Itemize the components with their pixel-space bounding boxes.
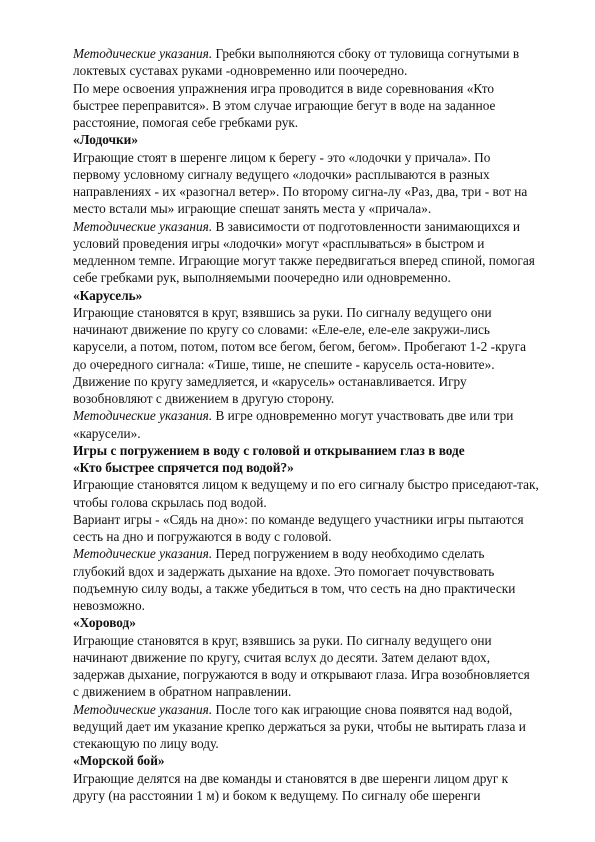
line-text: По мере освоения упражнения игра проводится в виде соревнования «Кто [73,80,495,96]
text-line [73,770,553,787]
text-line [73,528,553,545]
text-line [73,787,553,804]
section-heading [73,287,553,304]
line-text: расстояние, помогая себе гребками рук. [73,115,299,130]
line-text: начинают движение по кругу, считая вслух до десяти. Затем делают вдох, [73,649,491,665]
text-line [73,166,553,183]
section-heading [73,752,553,769]
text-line [73,235,553,252]
line-text: Гребки выполняются сбоку от туловища согнутыми в [212,46,520,61]
line-text: Вариант игры - «Сядь на дно»: по команде ведущего участники игры пытаются [73,511,524,527]
line-text: ведущий дает им указание крепко держаться за руки, чтобы не вытирать глаза и [73,718,526,734]
line-text: Играющие стоят в шеренге лицом к берегу - это «лодочки у причала». По [73,149,491,165]
heading-text: «Карусель» [73,287,143,303]
paragraph [73,545,553,614]
line-text: глубокий вдох и задержать дыхание на вдохе. Это помогает почувствовать [73,563,495,579]
section-heading [73,614,553,631]
text-line [73,407,553,424]
line-text: локтевых суставах руками -одновременно или поочередно. [73,63,408,79]
line-text: В зависимости от подготовленности занимающихся и [212,218,521,234]
text-line [73,62,553,79]
line-text: быстрее переправится». В этом случае играющие бегут в воде на заданное [73,97,496,113]
text-line [73,218,553,235]
paragraph [73,407,553,442]
line-text: начинают движение по кругу со словами: «Еле-еле, еле-еле закружи-лись [73,322,490,337]
text-line [73,683,553,700]
line-text: Играющие делятся на две команды и становятся в две шеренги лицом друг к [73,770,509,786]
method-note-label: Методические указания. [73,546,213,562]
line-text: Перед погружением в воду необходимо сделать [212,546,485,562]
line-text: Играющие становятся в круг, взявшись за руки. По сигналу ведущего они [73,632,492,648]
section-heading [73,459,553,476]
text-line [73,356,553,373]
text-line [73,321,553,338]
paragraph [73,476,553,511]
heading-text: «Лодочки» [73,132,138,148]
text-line [73,494,553,511]
text-line [73,632,553,649]
line-text: с движением в обратном направлении. [73,684,292,700]
line-text: В игре одновременно могут участвовать две или три [212,408,514,424]
text-line [73,338,553,355]
heading-text: Игры с погружением в воду с головой и открыванием глаз в воде [73,442,465,458]
document-page [73,45,553,804]
text-line [73,80,553,97]
text-line [73,718,553,735]
text-line [73,114,553,131]
text-line [73,97,553,114]
text-line [73,545,553,562]
text-line [73,425,553,442]
method-note-label: Методические указания. [73,408,213,424]
text-line [73,373,553,390]
paragraph [73,304,553,408]
heading-text: «Хоровод» [73,615,136,631]
line-text: «карусели». [73,425,141,441]
text-line [73,649,553,666]
text-line [73,200,553,217]
text-line [73,511,553,528]
text-line [73,597,553,614]
paragraph [73,80,553,132]
text-line [73,735,553,752]
paragraph [73,149,553,218]
paragraph [73,45,553,80]
line-text: подъемную силу воды, а также убедиться в том, что сесть на дно практически [73,580,516,596]
line-text: Играющие становятся лицом к ведущему и по его сигналу быстро приседают-так, [73,477,539,493]
text-line [73,563,553,580]
line-text: медленном темпе. Играющие могут также передвигаться вперед спиной, помогая [73,253,535,268]
line-text: условий проведения игры «лодочки» могут «расплываться» в быстром и [73,235,485,251]
method-note-label: Методические указания. [73,218,213,234]
heading-text: «Морской бой» [73,753,165,769]
line-text: стекающую по лицу воду. [73,736,219,751]
line-text: место встали мы» играющие спешат занять места у «причала». [73,201,432,217]
text-line [73,149,553,166]
paragraph [73,511,553,546]
text-line [73,701,553,718]
section-heading [73,442,553,459]
line-text: другу (на расстоянии 1 м) и боком к ведущему. По сигналу обе шеренги [73,787,481,803]
text-line [73,476,553,493]
line-text: После того как играющие снова появятся над водой, [212,701,513,717]
text-line [73,390,553,407]
section-heading [73,131,553,148]
text-line [73,269,553,286]
line-text: чтобы голова скрылась под водой. [73,494,267,510]
text-line [73,580,553,597]
line-text: направлениях - их «разогнал ветер». По второму сигна-лу «Раз, два, три - вот на [73,184,528,199]
paragraph [73,770,553,805]
method-note-label: Методические указания. [73,701,213,717]
line-text: Движение по кругу замедляется, и «карусель» останавливается. Игру [73,373,467,389]
method-note-label: Методические указания. [73,46,213,61]
text-line [73,252,553,269]
line-text: сесть на дно и погружаются в воду с головой. [73,529,332,544]
text-line [73,183,553,200]
heading-text: «Кто быстрее спрячется под водой?» [73,460,294,475]
line-text: невозможно. [73,598,145,613]
paragraph [73,632,553,701]
line-text: возобновляют с движением в другую сторону. [73,391,335,406]
line-text: до очередного сигнала: «Тише, тише, не спешите - карусель оста-новите». [73,356,495,372]
line-text: карусели, а потом, потом, потом все бегом, бегом, бегом». Пробегают 1-2 -круга [73,339,527,355]
text-line [73,666,553,683]
paragraph [73,218,553,287]
line-text: себе гребками рук, выполняемыми поочередно или одновременно. [73,270,451,286]
text-line [73,45,553,62]
line-text: первому условному сигналу ведущего «лодочки» расплываются в разных [73,166,490,182]
line-text: Играющие становятся в круг, взявшись за руки. По сигналу ведущего они [73,304,492,320]
paragraph [73,701,553,753]
text-line [73,304,553,321]
line-text: задержав дыхание, погружаются в воду и открывают глаза. Игра возобновляется [73,667,530,682]
